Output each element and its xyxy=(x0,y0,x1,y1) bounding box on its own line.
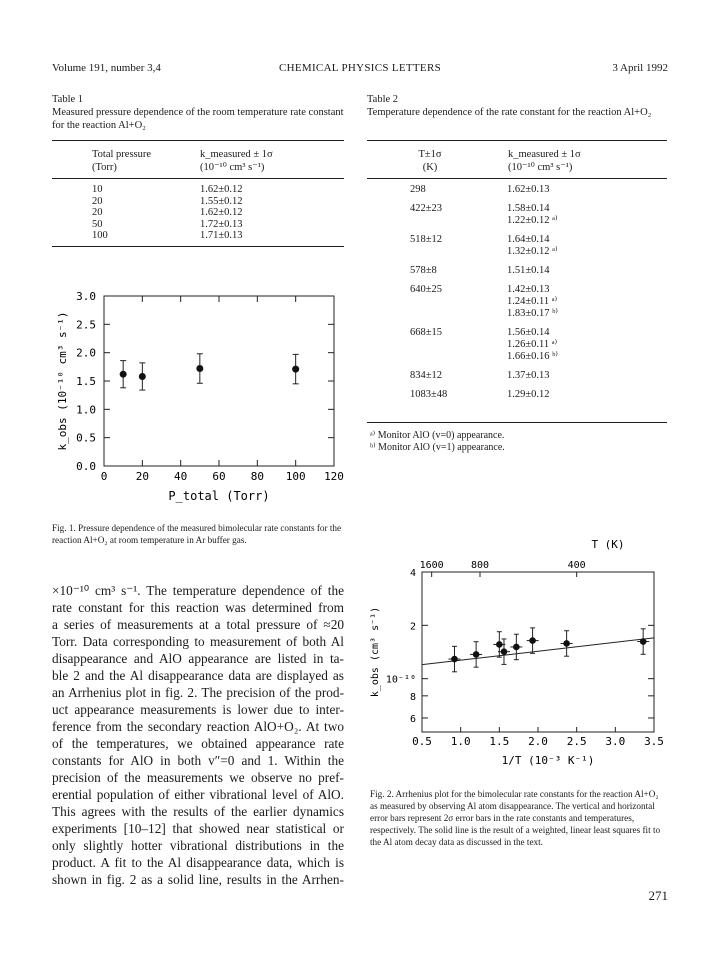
table2-cell-temperature: 422±23 xyxy=(410,203,443,214)
table1-row xyxy=(92,207,243,219)
body-text-line: Torr. Data corresponding to measurement of both Al xyxy=(52,634,344,649)
body-text-line: product. A fit to the Al disappearance data, which is xyxy=(52,855,344,870)
top-axis-label: T (K) xyxy=(591,538,625,551)
top-tick-label: 800 xyxy=(470,560,490,571)
table2-cell-temperature: 298 xyxy=(410,184,426,195)
body-text-line: ference from the secondary reaction AlO+O₂. At two xyxy=(52,719,344,734)
data-point xyxy=(451,656,458,663)
body-text-line: precision of the measurements we observe no pref- xyxy=(52,770,344,785)
table2-body xyxy=(367,184,667,408)
data-point xyxy=(473,651,480,658)
figure-2-chart xyxy=(362,536,672,776)
table1-col2-head: k_measured ± 1σ (10⁻¹⁰ cm³ s⁻¹) xyxy=(200,149,273,173)
table1-cell-pressure: 100 xyxy=(92,230,108,241)
y-tick-label: 4 xyxy=(409,568,416,579)
table2-label: Table 2 xyxy=(367,94,399,105)
data-point xyxy=(513,644,520,651)
table2-col1-head: T±1σ (K) xyxy=(418,149,442,173)
table1-col1-head: Total pressure (Torr) xyxy=(92,149,152,173)
x-tick-label: 60 xyxy=(212,470,226,483)
table2-cell-temperature: 518±12 xyxy=(410,234,443,245)
table1-caption: Measured pressure dependence of the room temperature rate constant for the reaction Al+O₂ xyxy=(52,107,344,131)
table2-k-value: 1.51±0.14 xyxy=(507,265,550,276)
plot-frame xyxy=(104,296,334,466)
running-header-volume: Volume 191, number 3,4 xyxy=(52,62,161,74)
data-point xyxy=(120,371,127,378)
table2-cell-k xyxy=(507,184,550,196)
body-text-line: experiments [10–12] that showed near statistical or xyxy=(52,821,344,836)
table2-footnotes xyxy=(370,430,505,454)
table2-bottom-rule xyxy=(367,422,667,423)
table2-k-value: 1.58±0.14 xyxy=(507,203,550,214)
x-tick-label: 2.0 xyxy=(528,735,548,748)
body-text-line: ×10⁻¹⁰ cm³ s⁻¹. The temperature dependence of the xyxy=(52,583,344,598)
table2-cell-temperature: 668±15 xyxy=(410,327,443,338)
table1-cell-pressure: 50 xyxy=(92,218,103,230)
table1-row xyxy=(92,184,243,196)
table2-cell-k xyxy=(507,265,550,277)
x-tick-label: 40 xyxy=(174,470,188,483)
table2-col2-head: k_measured ± 1σ (10⁻¹⁰ cm³ s⁻¹) xyxy=(508,149,581,173)
y-tick-label: 10⁻¹⁰ xyxy=(385,674,416,686)
y-tick-label: 8 xyxy=(409,691,416,703)
body-text xyxy=(52,582,344,888)
table1-cell-k: 1.62±0.12 xyxy=(200,207,243,218)
data-point xyxy=(563,640,570,647)
table2-head-rule xyxy=(367,178,667,179)
table1-row xyxy=(92,196,243,208)
table2-row xyxy=(367,234,667,258)
body-text-line: only slightly hotter vibrational distributions in the xyxy=(52,838,344,853)
data-point xyxy=(292,366,299,373)
body-text-line: shown in fig. 2 as a solid line, results in the Arrhen- xyxy=(52,872,344,887)
table2-cell-temperature: 1083±48 xyxy=(410,389,448,400)
body-text-line: constants for AlO in both v″=0 and 1. Within the xyxy=(52,753,344,768)
y-tick-label: 0.0 xyxy=(76,460,96,473)
table2-row xyxy=(367,265,667,277)
top-tick-label: 1600 xyxy=(419,560,444,571)
body-text-line: This agrees with the results of the earlier dynamics xyxy=(52,804,344,819)
table2-k-value: 1.62±0.13 xyxy=(507,184,550,195)
x-axis-label: 1/T (10⁻³ K⁻¹) xyxy=(501,754,595,767)
y-tick-label: 3.0 xyxy=(76,290,96,303)
y-axis-label: k_obs (cm³ s⁻¹) xyxy=(370,606,381,698)
table1-cell-k: 1.62±0.12 xyxy=(200,184,243,195)
body-text-line: disappearance and AlO appearance are listed in ta- xyxy=(52,651,344,666)
data-point xyxy=(529,637,536,644)
table1-cell-pressure: 10 xyxy=(92,184,103,195)
y-tick-label: 2.0 xyxy=(76,346,96,360)
data-point xyxy=(501,648,508,655)
y-tick-label: 1.0 xyxy=(76,403,96,417)
table2-k-value: 1.22±0.12 ᵃ⁾ xyxy=(507,215,558,226)
x-tick-label: 0.5 xyxy=(412,735,432,748)
table2-row xyxy=(367,327,667,363)
table1-top-rule xyxy=(52,140,344,141)
figure-1-caption: Fig. 1. Pressure dependence of the measured bimolecular rate constants for the reaction Al+O₂ at room temperature in Ar buffer gas. xyxy=(52,523,342,545)
body-text-line: ble 2 and the Al disappearance data are displayed as xyxy=(52,668,344,683)
x-tick-label: 100 xyxy=(285,470,306,483)
table1-label: Table 1 xyxy=(52,94,84,105)
table2-footnote-b: ᵇ⁾ Monitor AlO (v=1) appearance. xyxy=(370,442,505,453)
table1-bottom-rule xyxy=(52,246,344,247)
body-text-line: a series of measurements at a total pressure of ≈20 xyxy=(52,617,344,632)
x-tick-label: 80 xyxy=(250,470,264,483)
table2-cell-k xyxy=(507,389,550,401)
table2-row xyxy=(367,284,667,320)
table1-cell-k: 1.55±0.12 xyxy=(200,195,243,207)
body-text-line: uct appearance measurements is lower due to inter- xyxy=(52,702,344,717)
table2-k-value: 1.66±0.16 ᵇ⁾ xyxy=(507,351,558,362)
table1-body xyxy=(92,184,243,242)
table2-cell-k xyxy=(507,203,558,227)
running-header-journal: CHEMICAL PHYSICS LETTERS xyxy=(278,62,442,74)
x-axis-label: P_total (Torr) xyxy=(168,489,270,503)
body-text-line: erential population of either vibrational level of AlO. xyxy=(52,787,344,802)
table2-k-value: 1.37±0.13 xyxy=(507,370,550,381)
table1-cell-pressure: 20 xyxy=(92,195,103,207)
x-tick-label: 3.0 xyxy=(605,735,626,748)
table2-cell-k xyxy=(507,284,558,320)
x-tick-label: 20 xyxy=(135,470,149,483)
table2-k-value: 1.29±0.12 xyxy=(507,389,550,400)
table2-row xyxy=(367,370,667,382)
table2-k-value: 1.26±0.11 ᵃ⁾ xyxy=(507,339,558,350)
x-tick-label: 1.0 xyxy=(450,735,471,748)
table1-row xyxy=(92,230,243,242)
body-text-line: of the temperatures, we obtained appearance rate xyxy=(52,736,344,751)
table2-cell-k xyxy=(507,327,558,363)
table2-row xyxy=(367,184,667,196)
data-point xyxy=(496,641,503,648)
table2-k-value: 1.83±0.17 ᵇ⁾ xyxy=(507,308,558,319)
x-tick-label: 3.5 xyxy=(644,735,664,748)
page-number: 271 xyxy=(648,888,668,903)
table1-cell-k: 1.71±0.13 xyxy=(200,230,243,241)
table2-cell-k xyxy=(507,234,558,258)
table2-k-value: 1.32±0.12 ᵃ⁾ xyxy=(507,246,558,257)
x-tick-label: 1.5 xyxy=(489,735,510,748)
table1-head-rule xyxy=(52,178,344,179)
table2-cell-temperature: 578±8 xyxy=(410,265,437,276)
table2-k-value: 1.64±0.14 xyxy=(507,234,550,245)
y-tick-label: 0.5 xyxy=(76,431,96,445)
body-text-line: an Arrhenius plot in fig. 2. The precision of the prod- xyxy=(52,685,344,700)
y-tick-label: 2.5 xyxy=(76,318,96,332)
x-tick-label: 2.5 xyxy=(566,735,587,748)
figure-1-chart xyxy=(52,280,352,520)
plot-frame xyxy=(422,572,654,732)
table1-cell-k: 1.72±0.13 xyxy=(200,218,243,230)
table2-k-value: 1.42±0.13 xyxy=(507,284,550,295)
x-tick-label: 120 xyxy=(324,470,344,483)
table2-top-rule xyxy=(367,140,667,141)
data-point xyxy=(139,373,146,380)
table2-caption: Temperature dependence of the rate constant for the reaction Al+O₂ xyxy=(367,107,652,118)
table2-row xyxy=(367,203,667,227)
y-tick-label: 2 xyxy=(409,621,416,633)
table2-cell-temperature: 640±25 xyxy=(410,284,443,295)
table2-cell-temperature: 834±12 xyxy=(410,370,443,381)
data-point xyxy=(640,638,647,645)
table1-row xyxy=(92,219,243,231)
y-tick-label: 1.5 xyxy=(76,375,96,388)
table2-row xyxy=(367,389,667,401)
top-tick-label: 400 xyxy=(567,560,586,571)
table1-cell-pressure: 20 xyxy=(92,207,103,218)
table2-footnote-a: ᵃ⁾ Monitor AlO (v=0) appearance. xyxy=(370,430,505,441)
table2-k-value: 1.56±0.14 xyxy=(507,327,550,338)
figure-2-caption: Fig. 2. Arrhenius plot for the bimolecular rate constants for the reaction Al+O₂ as measured by observing Al atom disappearance. The vertical and horizontal error bars represent 2σ error bars in the rate constants and temperatures, respectively. The solid line is the result of a weighted, linear least squares fit to the Al atom decay data as discussed in the text. xyxy=(370,789,661,847)
body-text-line: rate constant for this reaction was determined from xyxy=(52,600,344,615)
table2-cell-k xyxy=(507,370,550,382)
running-header-date: 3 April 1992 xyxy=(612,62,668,74)
y-tick-label: 6 xyxy=(409,713,416,725)
data-point xyxy=(196,365,203,372)
table2-k-value: 1.24±0.11 ᵃ⁾ xyxy=(507,296,558,307)
y-axis-label: k_obs (10⁻¹⁰ cm³ s⁻¹) xyxy=(56,311,69,451)
x-tick-label: 0 xyxy=(100,470,108,483)
